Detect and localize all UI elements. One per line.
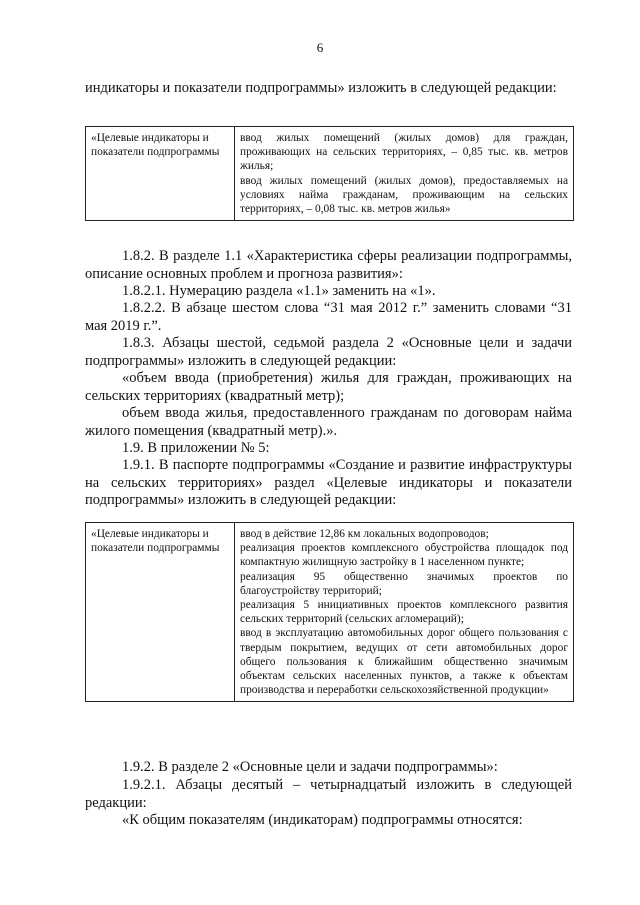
quote-paragraph-3: «К общим показателям (индикаторам) подпрограммы относятся:: [122, 812, 523, 828]
table-row: [86, 127, 574, 221]
page-number: 6: [316, 40, 324, 55]
quote-paragraph-1: «объем ввода (приобретения) жилья для граждан, проживающих на сельских территориях (квадратный метр);: [85, 370, 572, 404]
paragraph-1-8-2-2: 1.8.2.2. В абзаце шестом слова “31 мая 2012 г.” заменить словами “31 мая 2019 г.”.: [85, 300, 572, 334]
paragraph-1-9-2-1: 1.9.2.1. Абзацы десятый – четырнадцатый изложить в следующей редакции:: [85, 777, 572, 811]
paragraph-1-8-2: 1.8.2. В разделе 1.1 «Характеристика сферы реализации подпрограммы, описание основных проблем и прогноза развития»:: [85, 248, 572, 282]
indicators-table-2: [85, 522, 574, 702]
table-cell-line: реализация 95 общественно значимых проектов по благоустройству территорий;: [240, 570, 568, 597]
table-cell-line: ввод жилых помещений (жилых домов) для граждан, проживающих на сельских территориях, – 0,85 тыс. кв. метров жилья;: [240, 132, 568, 173]
quote-paragraph-2: объем ввода жилья, предоставленного гражданам по договорам найма жилого помещения (квадратный метр).».: [85, 405, 572, 439]
paragraph-1-9-1: 1.9.1. В паспорте подпрограммы «Создание и развитие инфраструктуры на сельских территориях» раздел «Целевые индикаторы и показатели подпрограммы» изложить в следующей редакции:: [85, 457, 572, 509]
table-cell-label: «Целевые индикаторы и показатели подпрограммы: [86, 523, 235, 702]
paragraph-1-9-2: 1.9.2. В разделе 2 «Основные цели и задачи подпрограммы»:: [122, 759, 498, 775]
indicators-table-1: [85, 126, 574, 221]
paragraph-1-8-2-1: 1.8.2.1. Нумерацию раздела «1.1» заменить на «1».: [122, 283, 436, 299]
table-cell-line: реализация проектов комплексного обустройства площадок под компактную жилищную застройку в 1 населенном пункте;: [240, 542, 568, 569]
table-cell-values: [235, 127, 574, 221]
paragraph-1-8-3: 1.8.3. Абзацы шестой, седьмой раздела 2 «Основные цели и задачи подпрограммы» изложить в следующей редакции:: [85, 335, 572, 369]
table-cell-label: «Целевые индикаторы и показатели подпрограммы: [86, 127, 235, 221]
table-cell-line: реализация 5 инициативных проектов комплексного развития сельских территорий (сельских агломераций);: [240, 599, 568, 626]
intro-paragraph: индикаторы и показатели подпрограммы» изложить в следующей редакции:: [85, 80, 557, 96]
paragraph-1-9: 1.9. В приложении № 5:: [122, 440, 270, 456]
table-row: [86, 523, 574, 702]
table-cell-values: [235, 523, 574, 702]
table-cell-line: ввод жилых помещений (жилых домов), предоставляемых на условиях найма гражданам, проживающим на сельских территориях, – 0,08 тыс. кв. метров жилья»: [240, 174, 568, 216]
table-cell-line: ввод в эксплуатацию автомобильных дорог общего пользования с твердым покрытием, ведущих от сети автомобильных дорог общего пользования к ближайшим общественно значимым объектам сельских населенных пунктов, а также к объектам производства и переработки сельскохозяйственной продукции»: [240, 627, 568, 697]
table-cell-line: ввод в действие 12,86 км локальных водопроводов;: [240, 528, 489, 540]
